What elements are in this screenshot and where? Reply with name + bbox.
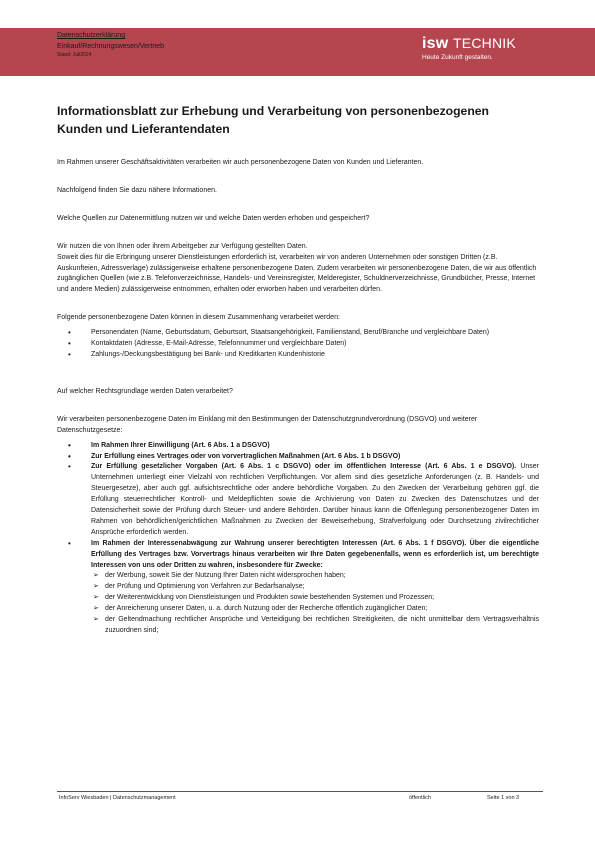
list-item: ➢ der Prüfung und Optimierung von Verfahren zur Bedarfsanalyse; [57, 582, 539, 593]
section1-paragraph-2: Soweit dies für die Erbringung unserer Dienstleistungen erforderlich ist, verarbeiten wir von anderen Unternehmen oder sonstigen Dritten (z.B. Auskunfteien, Adressverlage) zulässigerweise erhaltene personenbezogene Daten. Zudem verarbeiten wir personenbezogene Daten, die wir aus öffentlich zugänglichen Quellen (wie z.B. Telefonverzeichnisse, Handels- und Vereinsregister, Melderegister, Schuldnerverzeichnisse, Grundbücher, Presse, Internet und andere Medien) zulässigerweise entnommen, erhalten oder erworben haben und verarbeiten dürfen. [57, 253, 537, 294]
list-item [57, 539, 539, 572]
header-info [57, 30, 164, 59]
doc-type: Datenschutzerklärung [57, 32, 126, 39]
list-item: • Personendaten (Name, Geburtsdatum, Geburtsort, Staatsangehörigkeit, Familienstand, Beruf/Branche und vergleichbare Daten) [57, 328, 539, 339]
list-item [57, 462, 539, 538]
legal-basis-text: Über die eigentliche Erfüllung des Vertrages bzw. Vorvertrags hinaus verarbeiten wir Ihre Daten gegebenenfalls, wenn es erforderlich ist, um berechtigte Interessen von uns oder Dritten zu wahren, insbesondere für Zwecke: [91, 539, 539, 569]
doc-date: Stand: Juli2024 [57, 52, 92, 58]
company-logo [422, 34, 542, 74]
section1-paragraph-1: Wir nutzen die von Ihnen oder ihrem Arbeitgeber zur Verfügung gestellten Daten. [57, 242, 308, 250]
page-footer [57, 791, 543, 801]
logo-slogan: Heute Zukunft gestalten. [422, 54, 493, 61]
list-item: ➢ der Anreicherung unserer Daten, u. a. durch Nutzung oder der Recherche öffentlich zugänglicher Daten; [57, 604, 539, 615]
personal-data-list [57, 328, 539, 361]
footer-source: InfoServ Wiesbaden | Datenschutzmanagement [59, 795, 176, 801]
footer-page-number: Seite 1 von 3 [487, 795, 520, 801]
list-item: ➢ der Werbung, soweit Sie der Nutzung Ihrer Daten nicht widersprochen haben; [57, 571, 539, 582]
list-item: • Kontaktdaten (Adresse, E-Mail-Adresse, Telefonnummer und vergleichbare Daten) [57, 339, 539, 350]
footer-classification: öffentlich [409, 795, 431, 801]
legal-basis-lead: Im Rahmen der Interessenabwägung zur Wahrung unserer berechtigten Interessen (Art. 6 Abs. 1 f DSGVO). [91, 539, 467, 547]
section1-list-intro: Folgende personenbezogene Daten können in diesem Zusammenhang verarbeitet werden: [57, 314, 340, 322]
list-item: • Zahlungs-/Deckungsbestätigung bei Bank- und Kreditkarten Kundenhistorie [57, 350, 539, 361]
logo-isw: isw [422, 35, 449, 52]
list-item: • Zur Erfüllung eines Vertrages oder von vorvertraglichen Maßnahmen (Art. 6 Abs. 1 b DSGVO) [57, 452, 539, 463]
legal-basis-text: Unser Unternehmen unterliegt einer Vielzahl von rechtlichen Verpflichtungen. Vor allem sind dies gesetzliche Anforderungen (z. B. Handels- und Steuergesetze), aber auch ggf. aufsichtsrechtliche oder andere behördliche Vorgaben. Zu den Zwecken der Verarbeitung gehören ggf. die Erfüllung steuerrechtlicher Kontroll- und Meldepflichten sowie die Archivierung von Daten zu Zwecken des Datenschutzes und der Datensicherheit sowie der Prüfung durch Steuer- und andere Behörden. Darüber hinaus kann die Offenlegung personenbezogener Daten im Rahmen von behördlichen/gerichtlichen Maßnahmen zu Zwecken der Beweiserhebung, Strafverfolgung oder Durchsetzung zivilrechtlicher Ansprüche erforderlich werden. [91, 463, 539, 536]
intro-paragraph-1: Im Rahmen unserer Geschäftsaktivitäten verarbeiten wir auch personenbezogene Daten von Kunden und Lieferanten. [57, 159, 424, 166]
list-item: ➢ der Weiterentwicklung von Dienstleistungen und Produkten sowie bestehenden Systemen und Prozessen; [57, 593, 539, 604]
section2-question: Auf welcher Rechtsgrundlage werden Daten verarbeitet? [57, 387, 233, 395]
list-item: ➢ der Geltendmachung rechtlicher Ansprüche und Verteidigung bei rechtlichen Streitigkeiten, die nicht unmittelbar dem Vertragsverhältnis zuzuordnen sind; [57, 615, 539, 637]
legal-basis-list [57, 441, 539, 572]
legal-basis-lead: Zur Erfüllung gesetzlicher Vorgaben (Art. 6 Abs. 1 c DSGVO) oder im öffentlichen Interesse (Art. 6 Abs. 1 e DSGVO). [91, 463, 517, 471]
purpose-list [57, 571, 539, 636]
logo-wordmark [422, 34, 542, 53]
document-body [57, 158, 539, 637]
section1-question: Welche Quellen zur Datenermittlung nutzen wir und welche Daten werden erhoben und gespeichert? [57, 214, 370, 222]
section2-intro: Wir verarbeiten personenbezogene Daten im Einklang mit den Bestimmungen der Datenschutzgrundverordnung (DSGVO) und weiterer Datenschutzgesetze: [57, 415, 478, 434]
intro-paragraph-2: Nachfolgend finden Sie dazu nähere Informationen. [57, 186, 217, 194]
list-item: • Im Rahmen Ihrer Einwilligung (Art. 6 Abs. 1 a DSGVO) [57, 441, 539, 452]
department: Einkauf/Rechnungswesen/Vertrieb [57, 43, 165, 50]
page-title: Informationsblatt zur Erhebung und Verarbeitung von personenbezogenen Kunden und Lieferantendaten [57, 104, 490, 136]
logo-technik: TECHNIK [453, 35, 516, 51]
